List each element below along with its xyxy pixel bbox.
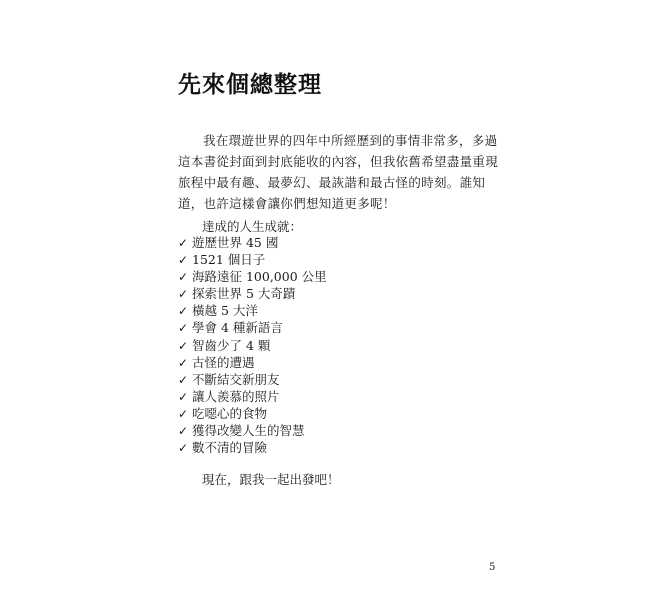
list-item-label: 獲得改變人生的智慧 — [192, 423, 305, 439]
page-title: 先來個總整理 — [178, 71, 322, 98]
list-item — [178, 354, 327, 371]
list-item-label: 1521 個日子 — [192, 252, 266, 268]
check-icon: ✓ — [178, 236, 189, 250]
intro-paragraph: 我在環遊世界的四年中所經歷到的事情非常多，多過這本書從封面到封底能收的內容，但我依舊希望盡量重現旅程中最有趣、最夢幻、最詼諧和最古怪的時刻。誰知道，也許這樣會讓你們想知道更多呢！ — [178, 133, 499, 211]
list-item-label: 學會 4 種新語言 — [192, 320, 283, 336]
closing-line: 現在，跟我一起出發吧！ — [202, 472, 340, 487]
list-item — [178, 268, 327, 285]
list-item — [178, 388, 327, 405]
check-icon: ✓ — [178, 389, 189, 404]
check-icon: ✓ — [178, 270, 189, 285]
list-item — [178, 234, 327, 251]
page-number: 5 — [489, 562, 496, 573]
check-icon: ✓ — [178, 355, 189, 370]
list-item — [178, 405, 327, 422]
list-item — [178, 319, 327, 336]
check-icon: ✓ — [178, 253, 189, 268]
check-icon: ✓ — [178, 287, 189, 302]
list-item-label: 古怪的遭遇 — [192, 354, 255, 370]
list-item-label: 數不清的冒險 — [192, 440, 268, 456]
list-item-label: 吃噁心的食物 — [192, 405, 268, 421]
list-item — [178, 302, 327, 319]
list-item-label: 探索世界 5 大奇蹟 — [192, 286, 296, 302]
list-item-label: 橫越 5 大洋 — [192, 303, 258, 319]
list-item-label: 智齒少了 4 顆 — [192, 337, 271, 353]
list-item-label: 海路遠征 100,000 公里 — [192, 269, 327, 285]
check-icon: ✓ — [178, 321, 189, 336]
check-icon: ✓ — [178, 338, 189, 353]
list-item-label: 遊歷世界 45 國 — [192, 235, 279, 250]
list-item-label: 讓人羨慕的照片 — [192, 388, 280, 404]
list-item — [178, 439, 327, 456]
check-icon: ✓ — [178, 372, 189, 387]
check-icon: ✓ — [178, 441, 189, 456]
list-item — [178, 285, 327, 302]
list-item — [178, 251, 327, 268]
achievements-heading: 達成的人生成就： — [202, 219, 303, 234]
achievements-list — [178, 234, 327, 456]
check-icon: ✓ — [178, 304, 189, 319]
check-icon: ✓ — [178, 424, 189, 439]
list-item-label: 不斷結交新朋友 — [192, 371, 280, 387]
list-item — [178, 337, 327, 354]
list-item — [178, 422, 327, 439]
check-icon: ✓ — [178, 406, 189, 421]
list-item — [178, 371, 327, 388]
